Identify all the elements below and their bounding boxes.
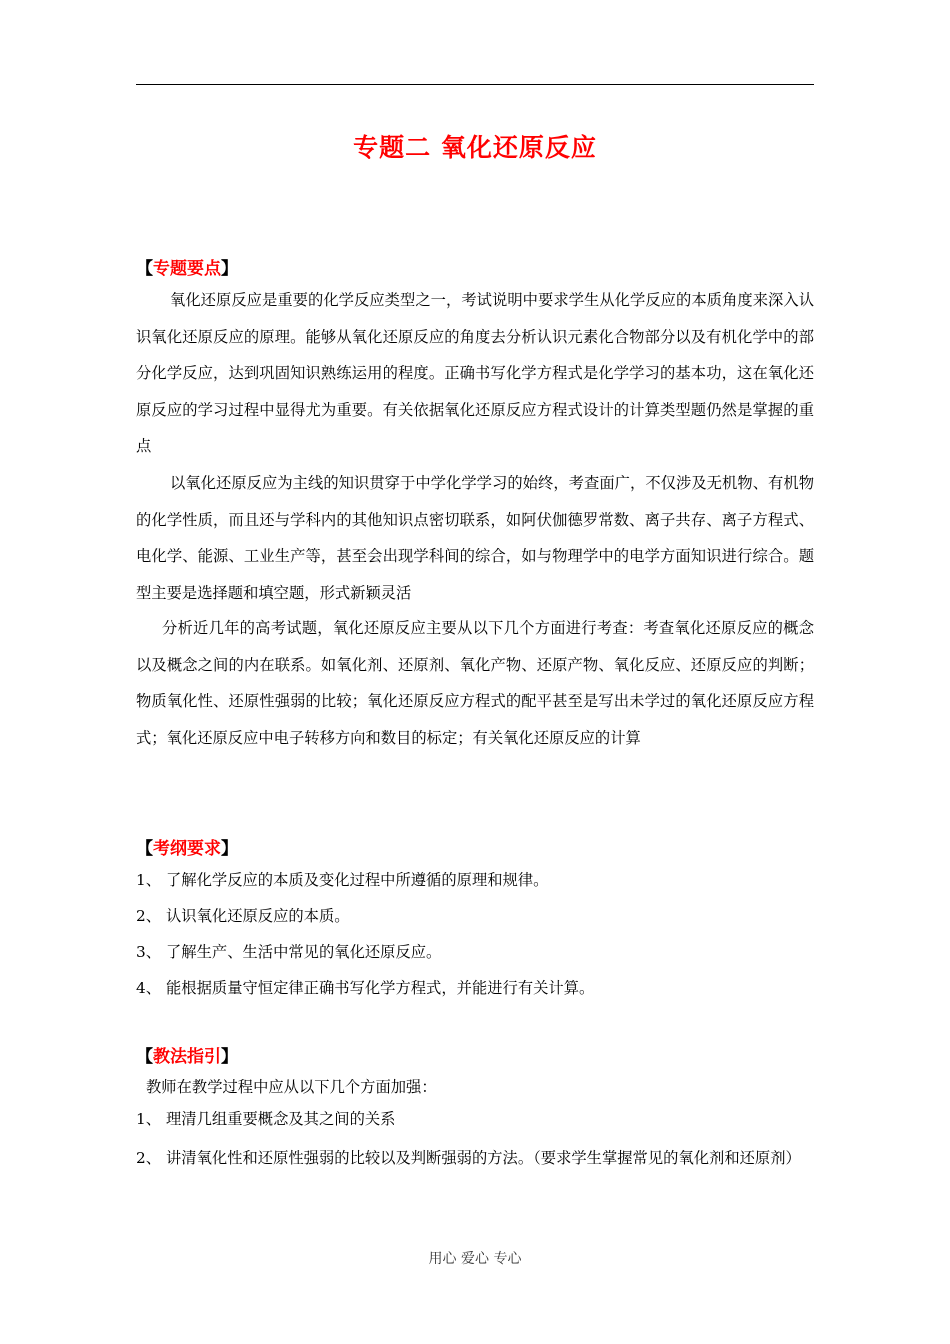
section-heading-key-points [136, 254, 238, 279]
list-item-text: 讲清氧化性和还原性强弱的比较以及判断强弱的方法。（要求学生掌握常见的氧化剂和还原剂） [166, 1149, 801, 1167]
list-item-number: 4、 [136, 979, 162, 997]
list-item-number: 2、 [136, 907, 162, 925]
header-rule [136, 84, 814, 85]
list-item-number: 2、 [136, 1149, 162, 1167]
section-heading-teaching-guide [136, 1042, 238, 1067]
list-item [136, 970, 814, 1006]
section-label: 专题要点 [153, 259, 221, 279]
paragraph-key-points-1: 氧化还原反应是重要的化学反应类型之一，考试说明中要求学生从化学反应的本质角度来深入认识氧化还原反应的原理。能够从氧化还原反应的角度去分析认识元素化合物部分以及有机化学中的部分化学反应，达到巩固知识熟练运用的程度。正确书写化学方程式是化学学习的基本功，这在氧化还原反应的学习过程中显得尤为重要。有关依据氧化还原反应方程式设计的计算类型题仍然是掌握的重点 [136, 291, 814, 455]
bracket-close: 】 [221, 259, 238, 279]
list-item [136, 934, 814, 970]
list-item-text: 能根据质量守恒定律正确书写化学方程式，并能进行有关计算。 [166, 979, 595, 997]
list-item-text: 理清几组重要概念及其之间的关系 [166, 1110, 396, 1128]
page-footer: 用心 爱心 专心 [428, 1251, 522, 1267]
section-label: 考纲要求 [153, 839, 221, 859]
list-item-number: 3、 [136, 943, 162, 961]
list-item-text: 了解生产、生活中常见的氧化还原反应。 [166, 943, 442, 961]
page-title: 专题二 氧化还原反应 [353, 133, 597, 162]
exam-requirements-list [136, 862, 814, 1006]
teaching-guide-list [136, 1100, 814, 1178]
bracket-open: 【 [136, 259, 153, 279]
list-item [136, 898, 814, 934]
section-heading-exam-requirements [136, 834, 238, 859]
list-item [136, 862, 814, 898]
bracket-open: 【 [136, 1047, 153, 1067]
bracket-close: 】 [221, 839, 238, 859]
list-item-text: 了解化学反应的本质及变化过程中所遵循的原理和规律。 [166, 871, 549, 889]
paragraph-key-points-3: 分析近几年的高考试题，氧化还原反应主要从以下几个方面进行考查：考查氧化还原反应的概念以及概念之间的内在联系。如氧化剂、还原剂、氧化产物、还原产物、氧化反应、还原反应的判断；物质氧化性、还原性强弱的比较；氧化还原反应方程式的配平甚至是写出未学过的氧化还原反应方程式；氧化还原反应中电子转移方向和数目的标定；有关氧化还原反应的计算 [136, 619, 814, 747]
list-item-text: 认识氧化还原反应的本质。 [166, 907, 350, 925]
list-item-number: 1、 [136, 1110, 162, 1128]
teaching-guide-intro: 教师在教学过程中应从以下几个方面加强： [146, 1078, 437, 1096]
bracket-close: 】 [221, 1047, 238, 1067]
section-label: 教法指引 [153, 1047, 221, 1067]
list-item [136, 1139, 814, 1178]
paragraph-key-points-2: 以氧化还原反应为主线的知识贯穿于中学化学学习的始终，考查面广，不仅涉及无机物、有机物的化学性质，而且还与学科内的其他知识点密切联系，如阿伏伽德罗常数、离子共存、离子方程式、电化学、能源、工业生产等，甚至会出现学科间的综合，如与物理学中的电学方面知识进行综合。题型主要是选择题和填空题，形式新颖灵活 [136, 474, 814, 602]
list-item [136, 1100, 814, 1139]
bracket-open: 【 [136, 839, 153, 859]
list-item-number: 1、 [136, 871, 162, 889]
